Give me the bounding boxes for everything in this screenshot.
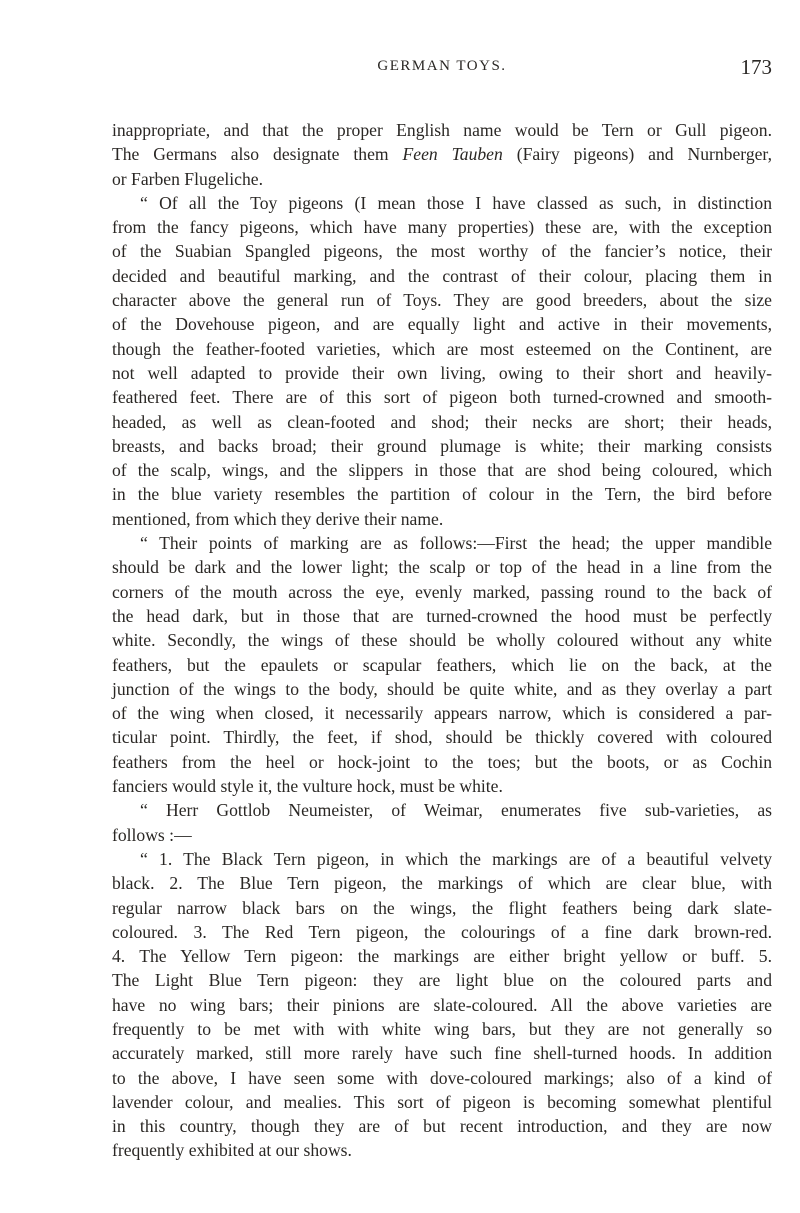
text-line: lavender colour, and mealies. This sort of pigeon is becoming somewhat plentiful — [112, 1091, 772, 1112]
text-line: mentioned, from which they derive their name. — [112, 508, 444, 529]
text-line: The Germans also designate them Feen Tauben (Fairy pigeons) and Nurnberger, — [112, 144, 772, 165]
text-line: should be dark and the lower light; the scalp or top of the head in a line from the — [112, 557, 772, 578]
text-line: feathers from the heel or hock-joint to the toes; but the boots, or as Cochin — [112, 751, 772, 772]
text-line: coloured. 3. The Red Tern pigeon, the colourings of a fine dark brown-red. — [112, 921, 772, 942]
text-line: in this country, though they are of but recent introduction, and they are now — [112, 1116, 772, 1137]
text-line: though the feather-footed varieties, which are most esteemed on the Continent, are — [112, 338, 772, 359]
text-line: 4. The Yellow Tern pigeon: the markings are either bright yellow or buff. 5. — [112, 946, 772, 967]
text-line: follows :— — [112, 824, 192, 845]
text-line: have no wing bars; their pinions are slate-coloured. All the above varieties are — [112, 994, 772, 1015]
text-line: headed, as well as clean-footed and shod; their necks are short; their heads, — [112, 411, 772, 432]
text-line: feathers, but the epaulets or scapular feathers, which lie on the back, at the — [112, 654, 772, 675]
text-line: in the blue variety resembles the partition of colour in the Tern, the bird before — [112, 484, 772, 505]
text-line: black. 2. The Blue Tern pigeon, the markings of which are clear blue, with — [112, 873, 772, 894]
text-line: to the above, I have seen some with dove-coloured markings; also of a kind of — [112, 1067, 772, 1088]
running-title: GERMAN TOYS. — [377, 58, 507, 74]
text-line: frequently exhibited at our shows. — [112, 1140, 352, 1161]
text-line: regular narrow black bars on the wings, the flight feathers being dark slate- — [112, 897, 772, 918]
text-line: The Light Blue Tern pigeon: they are light blue on the coloured parts and — [112, 970, 772, 991]
text-line: inappropriate, and that the proper English name would be Tern or Gull pigeon. — [112, 120, 772, 140]
text-line: of the scalp, wings, and the slippers in those that are shod being coloured, which — [112, 460, 772, 481]
text-line: “ 1. The Black Tern pigeon, in which the markings are of a beautiful velvety — [140, 848, 772, 869]
text-line: white. Secondly, the wings of these should be wholly coloured without any white — [112, 630, 772, 651]
text-line: junction of the wings to the body, should be quite white, and as they overlay a part — [112, 678, 772, 699]
text-line: “ Herr Gottlob Neumeister, of Weimar, enumerates five sub-varieties, as — [140, 800, 772, 821]
text-line: “ Their points of marking are as follows:—First the head; the upper mandible — [140, 533, 772, 554]
text-line: fanciers would style it, the vulture hock, must be white. — [112, 776, 503, 797]
text-line: feathered feet. There are of this sort of pigeon both turned-crowned and smooth- — [112, 387, 772, 408]
text-line: decided and beautiful marking, and the contrast of their colour, placing them in — [112, 265, 772, 286]
text-line: the head dark, but in those that are turned-crowned the hood must be perfectly — [112, 605, 772, 626]
text-line: of the Suabian Spangled pigeons, the most worthy of the fancier’s notice, their — [112, 241, 772, 262]
running-head — [112, 55, 772, 82]
text-line: accurately marked, still more rarely have such fine shell-turned hoods. In addition — [112, 1043, 772, 1064]
text-line: ticular point. Thirdly, the feet, if shod, should be thickly covered with coloured — [112, 727, 772, 748]
text-line: breasts, and backs broad; their ground plumage is white; their marking consists — [112, 435, 772, 456]
text-line: from the fancy pigeons, which have many properties) these are, with the exception — [112, 217, 772, 238]
page-number: 173 — [740, 55, 772, 79]
text-line: frequently to be met with with white wing bars, but they are not generally so — [112, 1018, 772, 1039]
body-text — [112, 118, 772, 1163]
text-line: or Farben Flugeliche. — [112, 168, 263, 189]
text-line: of the wing when closed, it necessarily appears narrow, which is considered a par- — [112, 703, 772, 724]
text-line: of the Dovehouse pigeon, and are equally light and active in their movements, — [112, 314, 772, 335]
text-line: not well adapted to provide their own living, owing to their short and heavily- — [112, 362, 772, 383]
text-line: “ Of all the Toy pigeons (I mean those I have classed as such, in distinction — [140, 192, 772, 213]
text-line: corners of the mouth across the eye, evenly marked, passing round to the back of — [112, 581, 772, 602]
text-line: character above the general run of Toys. They are good breeders, about the size — [112, 290, 772, 311]
